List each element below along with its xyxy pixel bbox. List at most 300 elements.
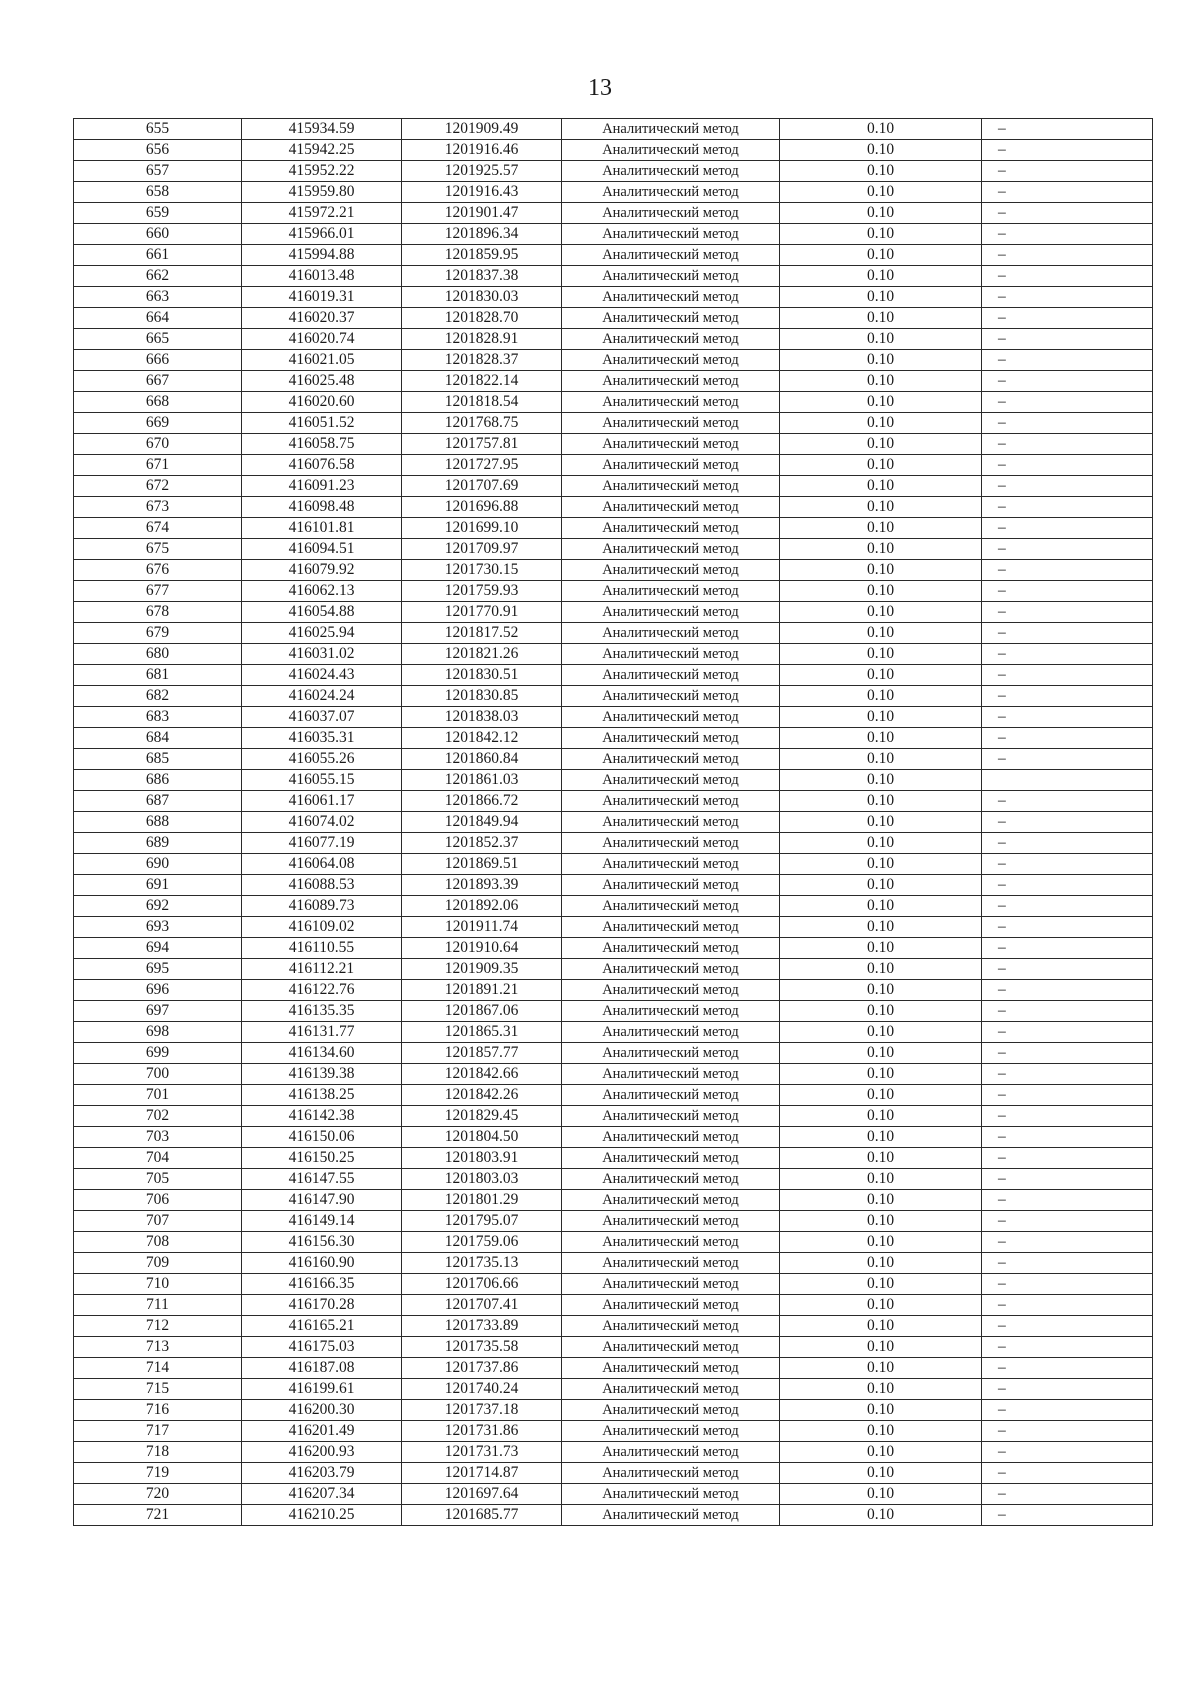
accuracy-cell: 0.10 — [780, 1505, 982, 1526]
y-coordinate-cell: 1201707.41 — [402, 1295, 562, 1316]
note-cell: – — [982, 875, 1153, 896]
y-coordinate-cell: 1201916.46 — [402, 140, 562, 161]
method-cell: Аналитический метод — [562, 770, 780, 791]
point-number-cell: 658 — [74, 182, 242, 203]
method-cell: Аналитический метод — [562, 287, 780, 308]
note-cell: – — [982, 518, 1153, 539]
point-number-cell: 720 — [74, 1484, 242, 1505]
method-cell: Аналитический метод — [562, 392, 780, 413]
accuracy-cell: 0.10 — [780, 602, 982, 623]
x-coordinate-cell: 416156.30 — [242, 1232, 402, 1253]
x-coordinate-cell: 416149.14 — [242, 1211, 402, 1232]
table-row — [74, 1316, 1153, 1337]
x-coordinate-cell: 416170.28 — [242, 1295, 402, 1316]
x-coordinate-cell: 416165.21 — [242, 1316, 402, 1337]
point-number-cell: 696 — [74, 980, 242, 1001]
accuracy-cell: 0.10 — [780, 770, 982, 791]
note-cell — [982, 770, 1153, 791]
x-coordinate-cell: 416110.55 — [242, 938, 402, 959]
y-coordinate-cell: 1201759.06 — [402, 1232, 562, 1253]
point-number-cell: 678 — [74, 602, 242, 623]
note-cell: – — [982, 728, 1153, 749]
point-number-cell: 708 — [74, 1232, 242, 1253]
y-coordinate-cell: 1201892.06 — [402, 896, 562, 917]
method-cell: Аналитический метод — [562, 728, 780, 749]
note-cell: – — [982, 539, 1153, 560]
table-row — [74, 1211, 1153, 1232]
y-coordinate-cell: 1201842.66 — [402, 1064, 562, 1085]
coordinates-table — [73, 118, 1153, 1526]
method-cell: Аналитический метод — [562, 434, 780, 455]
x-coordinate-cell: 416201.49 — [242, 1421, 402, 1442]
x-coordinate-cell: 416031.02 — [242, 644, 402, 665]
table-row — [74, 1232, 1153, 1253]
note-cell: – — [982, 1064, 1153, 1085]
method-cell: Аналитический метод — [562, 749, 780, 770]
point-number-cell: 694 — [74, 938, 242, 959]
point-number-cell: 667 — [74, 371, 242, 392]
y-coordinate-cell: 1201714.87 — [402, 1463, 562, 1484]
table-row — [74, 455, 1153, 476]
accuracy-cell: 0.10 — [780, 476, 982, 497]
method-cell: Аналитический метод — [562, 1127, 780, 1148]
point-number-cell: 718 — [74, 1442, 242, 1463]
table-row — [74, 1505, 1153, 1526]
x-coordinate-cell: 416134.60 — [242, 1043, 402, 1064]
table-row — [74, 350, 1153, 371]
y-coordinate-cell: 1201830.85 — [402, 686, 562, 707]
note-cell: – — [982, 413, 1153, 434]
page-number: 13 — [588, 75, 612, 101]
method-cell: Аналитический метод — [562, 1211, 780, 1232]
note-cell: – — [982, 476, 1153, 497]
y-coordinate-cell: 1201861.03 — [402, 770, 562, 791]
note-cell: – — [982, 308, 1153, 329]
y-coordinate-cell: 1201817.52 — [402, 623, 562, 644]
method-cell: Аналитический метод — [562, 518, 780, 539]
method-cell: Аналитический метод — [562, 1106, 780, 1127]
x-coordinate-cell: 416020.60 — [242, 392, 402, 413]
y-coordinate-cell: 1201909.49 — [402, 119, 562, 140]
accuracy-cell: 0.10 — [780, 1337, 982, 1358]
note-cell: – — [982, 371, 1153, 392]
accuracy-cell: 0.10 — [780, 1316, 982, 1337]
point-number-cell: 682 — [74, 686, 242, 707]
y-coordinate-cell: 1201910.64 — [402, 938, 562, 959]
accuracy-cell: 0.10 — [780, 371, 982, 392]
y-coordinate-cell: 1201821.26 — [402, 644, 562, 665]
x-coordinate-cell: 416079.92 — [242, 560, 402, 581]
point-number-cell: 660 — [74, 224, 242, 245]
x-coordinate-cell: 416061.17 — [242, 791, 402, 812]
accuracy-cell: 0.10 — [780, 1127, 982, 1148]
x-coordinate-cell: 416074.02 — [242, 812, 402, 833]
point-number-cell: 693 — [74, 917, 242, 938]
y-coordinate-cell: 1201830.03 — [402, 287, 562, 308]
x-coordinate-cell: 416064.08 — [242, 854, 402, 875]
x-coordinate-cell: 416051.52 — [242, 413, 402, 434]
method-cell: Аналитический метод — [562, 1337, 780, 1358]
note-cell: – — [982, 1190, 1153, 1211]
y-coordinate-cell: 1201869.51 — [402, 854, 562, 875]
accuracy-cell: 0.10 — [780, 1085, 982, 1106]
table-row — [74, 1001, 1153, 1022]
method-cell: Аналитический метод — [562, 665, 780, 686]
x-coordinate-cell: 416112.21 — [242, 959, 402, 980]
point-number-cell: 699 — [74, 1043, 242, 1064]
x-coordinate-cell: 415994.88 — [242, 245, 402, 266]
accuracy-cell: 0.10 — [780, 938, 982, 959]
note-cell: – — [982, 665, 1153, 686]
x-coordinate-cell: 416013.48 — [242, 266, 402, 287]
table-row — [74, 686, 1153, 707]
method-cell: Аналитический метод — [562, 1463, 780, 1484]
x-coordinate-cell: 416035.31 — [242, 728, 402, 749]
method-cell: Аналитический метод — [562, 1316, 780, 1337]
x-coordinate-cell: 416131.77 — [242, 1022, 402, 1043]
table-row — [74, 287, 1153, 308]
table-row — [74, 224, 1153, 245]
point-number-cell: 679 — [74, 623, 242, 644]
x-coordinate-cell: 416091.23 — [242, 476, 402, 497]
note-cell: – — [982, 1337, 1153, 1358]
method-cell: Аналитический метод — [562, 896, 780, 917]
accuracy-cell: 0.10 — [780, 1211, 982, 1232]
table-row — [74, 329, 1153, 350]
table-row — [74, 749, 1153, 770]
table-row — [74, 1442, 1153, 1463]
table-row — [74, 308, 1153, 329]
method-cell: Аналитический метод — [562, 1421, 780, 1442]
accuracy-cell: 0.10 — [780, 119, 982, 140]
y-coordinate-cell: 1201737.86 — [402, 1358, 562, 1379]
x-coordinate-cell: 416122.76 — [242, 980, 402, 1001]
x-coordinate-cell: 416062.13 — [242, 581, 402, 602]
x-coordinate-cell: 416037.07 — [242, 707, 402, 728]
method-cell: Аналитический метод — [562, 161, 780, 182]
accuracy-cell: 0.10 — [780, 350, 982, 371]
x-coordinate-cell: 416200.30 — [242, 1400, 402, 1421]
point-number-cell: 703 — [74, 1127, 242, 1148]
table-row — [74, 539, 1153, 560]
note-cell: – — [982, 1169, 1153, 1190]
table-row — [74, 644, 1153, 665]
x-coordinate-cell: 416076.58 — [242, 455, 402, 476]
note-cell: – — [982, 1421, 1153, 1442]
table-row — [74, 1022, 1153, 1043]
method-cell: Аналитический метод — [562, 476, 780, 497]
accuracy-cell: 0.10 — [780, 1295, 982, 1316]
x-coordinate-cell: 416187.08 — [242, 1358, 402, 1379]
method-cell: Аналитический метод — [562, 833, 780, 854]
x-coordinate-cell: 415959.80 — [242, 182, 402, 203]
x-coordinate-cell: 416055.26 — [242, 749, 402, 770]
note-cell: – — [982, 707, 1153, 728]
table-row — [74, 1148, 1153, 1169]
y-coordinate-cell: 1201759.93 — [402, 581, 562, 602]
point-number-cell: 713 — [74, 1337, 242, 1358]
point-number-cell: 715 — [74, 1379, 242, 1400]
note-cell: – — [982, 497, 1153, 518]
note-cell: – — [982, 644, 1153, 665]
accuracy-cell: 0.10 — [780, 413, 982, 434]
accuracy-cell: 0.10 — [780, 1232, 982, 1253]
x-coordinate-cell: 416019.31 — [242, 287, 402, 308]
point-number-cell: 714 — [74, 1358, 242, 1379]
accuracy-cell: 0.10 — [780, 791, 982, 812]
accuracy-cell: 0.10 — [780, 1421, 982, 1442]
method-cell: Аналитический метод — [562, 1379, 780, 1400]
table-row — [74, 1190, 1153, 1211]
y-coordinate-cell: 1201757.81 — [402, 434, 562, 455]
point-number-cell: 717 — [74, 1421, 242, 1442]
method-cell: Аналитический метод — [562, 791, 780, 812]
note-cell: – — [982, 854, 1153, 875]
point-number-cell: 672 — [74, 476, 242, 497]
point-number-cell: 684 — [74, 728, 242, 749]
table-row — [74, 980, 1153, 1001]
table-row — [74, 1274, 1153, 1295]
note-cell: – — [982, 1022, 1153, 1043]
x-coordinate-cell: 416138.25 — [242, 1085, 402, 1106]
y-coordinate-cell: 1201731.73 — [402, 1442, 562, 1463]
point-number-cell: 673 — [74, 497, 242, 518]
point-number-cell: 706 — [74, 1190, 242, 1211]
y-coordinate-cell: 1201859.95 — [402, 245, 562, 266]
table-row — [74, 623, 1153, 644]
accuracy-cell: 0.10 — [780, 497, 982, 518]
accuracy-cell: 0.10 — [780, 518, 982, 539]
accuracy-cell: 0.10 — [780, 1169, 982, 1190]
y-coordinate-cell: 1201697.64 — [402, 1484, 562, 1505]
note-cell: – — [982, 1001, 1153, 1022]
table-row — [74, 1295, 1153, 1316]
y-coordinate-cell: 1201830.51 — [402, 665, 562, 686]
table-row — [74, 812, 1153, 833]
table-row — [74, 854, 1153, 875]
x-coordinate-cell: 416139.38 — [242, 1064, 402, 1085]
accuracy-cell: 0.10 — [780, 224, 982, 245]
point-number-cell: 659 — [74, 203, 242, 224]
point-number-cell: 666 — [74, 350, 242, 371]
table-row — [74, 560, 1153, 581]
accuracy-cell: 0.10 — [780, 1253, 982, 1274]
note-cell: – — [982, 917, 1153, 938]
accuracy-cell: 0.10 — [780, 812, 982, 833]
x-coordinate-cell: 416203.79 — [242, 1463, 402, 1484]
x-coordinate-cell: 416101.81 — [242, 518, 402, 539]
accuracy-cell: 0.10 — [780, 1442, 982, 1463]
table-row — [74, 392, 1153, 413]
table-row — [74, 1085, 1153, 1106]
y-coordinate-cell: 1201828.70 — [402, 308, 562, 329]
accuracy-cell: 0.10 — [780, 287, 982, 308]
y-coordinate-cell: 1201795.07 — [402, 1211, 562, 1232]
y-coordinate-cell: 1201860.84 — [402, 749, 562, 770]
point-number-cell: 691 — [74, 875, 242, 896]
note-cell: – — [982, 1253, 1153, 1274]
table-row — [74, 1064, 1153, 1085]
method-cell: Аналитический метод — [562, 938, 780, 959]
note-cell: – — [982, 560, 1153, 581]
y-coordinate-cell: 1201685.77 — [402, 1505, 562, 1526]
note-cell: – — [982, 980, 1153, 1001]
point-number-cell: 707 — [74, 1211, 242, 1232]
accuracy-cell: 0.10 — [780, 686, 982, 707]
accuracy-cell: 0.10 — [780, 623, 982, 644]
table-row — [74, 161, 1153, 182]
y-coordinate-cell: 1201735.13 — [402, 1253, 562, 1274]
x-coordinate-cell: 416024.43 — [242, 665, 402, 686]
y-coordinate-cell: 1201909.35 — [402, 959, 562, 980]
method-cell: Аналитический метод — [562, 119, 780, 140]
note-cell: – — [982, 959, 1153, 980]
y-coordinate-cell: 1201699.10 — [402, 518, 562, 539]
method-cell: Аналитический метод — [562, 203, 780, 224]
method-cell: Аналитический метод — [562, 1253, 780, 1274]
y-coordinate-cell: 1201707.69 — [402, 476, 562, 497]
point-number-cell: 716 — [74, 1400, 242, 1421]
point-number-cell: 710 — [74, 1274, 242, 1295]
method-cell: Аналитический метод — [562, 1358, 780, 1379]
accuracy-cell: 0.10 — [780, 1106, 982, 1127]
accuracy-cell: 0.10 — [780, 896, 982, 917]
point-number-cell: 705 — [74, 1169, 242, 1190]
point-number-cell: 702 — [74, 1106, 242, 1127]
table-row — [74, 476, 1153, 497]
x-coordinate-cell: 416207.34 — [242, 1484, 402, 1505]
accuracy-cell: 0.10 — [780, 560, 982, 581]
accuracy-cell: 0.10 — [780, 1022, 982, 1043]
x-coordinate-cell: 416147.90 — [242, 1190, 402, 1211]
method-cell: Аналитический метод — [562, 602, 780, 623]
table-row — [74, 833, 1153, 854]
table-row — [74, 140, 1153, 161]
y-coordinate-cell: 1201857.77 — [402, 1043, 562, 1064]
y-coordinate-cell: 1201829.45 — [402, 1106, 562, 1127]
note-cell: – — [982, 1106, 1153, 1127]
x-coordinate-cell: 416166.35 — [242, 1274, 402, 1295]
point-number-cell: 686 — [74, 770, 242, 791]
x-coordinate-cell: 415972.21 — [242, 203, 402, 224]
point-number-cell: 681 — [74, 665, 242, 686]
note-cell: – — [982, 1211, 1153, 1232]
accuracy-cell: 0.10 — [780, 1274, 982, 1295]
table-row — [74, 1463, 1153, 1484]
accuracy-cell: 0.10 — [780, 245, 982, 266]
note-cell: – — [982, 1148, 1153, 1169]
y-coordinate-cell: 1201801.29 — [402, 1190, 562, 1211]
accuracy-cell: 0.10 — [780, 1400, 982, 1421]
point-number-cell: 719 — [74, 1463, 242, 1484]
note-cell: – — [982, 896, 1153, 917]
point-number-cell: 674 — [74, 518, 242, 539]
x-coordinate-cell: 416109.02 — [242, 917, 402, 938]
point-number-cell: 709 — [74, 1253, 242, 1274]
table-row — [74, 245, 1153, 266]
note-cell: – — [982, 1127, 1153, 1148]
note-cell: – — [982, 119, 1153, 140]
table-row — [74, 728, 1153, 749]
note-cell: – — [982, 266, 1153, 287]
note-cell: – — [982, 329, 1153, 350]
y-coordinate-cell: 1201731.86 — [402, 1421, 562, 1442]
table-row — [74, 602, 1153, 623]
x-coordinate-cell: 416160.90 — [242, 1253, 402, 1274]
point-number-cell: 721 — [74, 1505, 242, 1526]
method-cell: Аналитический метод — [562, 224, 780, 245]
table-row — [74, 119, 1153, 140]
method-cell: Аналитический метод — [562, 623, 780, 644]
point-number-cell: 687 — [74, 791, 242, 812]
note-cell: – — [982, 224, 1153, 245]
point-number-cell: 657 — [74, 161, 242, 182]
y-coordinate-cell: 1201803.03 — [402, 1169, 562, 1190]
x-coordinate-cell: 416021.05 — [242, 350, 402, 371]
point-number-cell: 668 — [74, 392, 242, 413]
point-number-cell: 688 — [74, 812, 242, 833]
note-cell: – — [982, 1274, 1153, 1295]
y-coordinate-cell: 1201891.21 — [402, 980, 562, 1001]
method-cell: Аналитический метод — [562, 1295, 780, 1316]
method-cell: Аналитический метод — [562, 245, 780, 266]
method-cell: Аналитический метод — [562, 308, 780, 329]
x-coordinate-cell: 416054.88 — [242, 602, 402, 623]
method-cell: Аналитический метод — [562, 1400, 780, 1421]
method-cell: Аналитический метод — [562, 1148, 780, 1169]
table-row — [74, 959, 1153, 980]
table-row — [74, 917, 1153, 938]
y-coordinate-cell: 1201828.37 — [402, 350, 562, 371]
method-cell: Аналитический метод — [562, 1169, 780, 1190]
x-coordinate-cell: 416024.24 — [242, 686, 402, 707]
note-cell: – — [982, 1358, 1153, 1379]
method-cell: Аналитический метод — [562, 1484, 780, 1505]
x-coordinate-cell: 416150.06 — [242, 1127, 402, 1148]
note-cell: – — [982, 1400, 1153, 1421]
y-coordinate-cell: 1201737.18 — [402, 1400, 562, 1421]
accuracy-cell: 0.10 — [780, 1484, 982, 1505]
table-row — [74, 1127, 1153, 1148]
point-number-cell: 655 — [74, 119, 242, 140]
y-coordinate-cell: 1201740.24 — [402, 1379, 562, 1400]
x-coordinate-cell: 416058.75 — [242, 434, 402, 455]
method-cell: Аналитический метод — [562, 812, 780, 833]
y-coordinate-cell: 1201842.12 — [402, 728, 562, 749]
method-cell: Аналитический метод — [562, 1043, 780, 1064]
y-coordinate-cell: 1201706.66 — [402, 1274, 562, 1295]
method-cell: Аналитический метод — [562, 959, 780, 980]
point-number-cell: 689 — [74, 833, 242, 854]
x-coordinate-cell: 416025.94 — [242, 623, 402, 644]
x-coordinate-cell: 416135.35 — [242, 1001, 402, 1022]
y-coordinate-cell: 1201828.91 — [402, 329, 562, 350]
point-number-cell: 697 — [74, 1001, 242, 1022]
x-coordinate-cell: 416098.48 — [242, 497, 402, 518]
accuracy-cell: 0.10 — [780, 728, 982, 749]
table-row — [74, 1253, 1153, 1274]
method-cell: Аналитический метод — [562, 560, 780, 581]
table-row — [74, 1169, 1153, 1190]
note-cell: – — [982, 287, 1153, 308]
point-number-cell: 677 — [74, 581, 242, 602]
accuracy-cell: 0.10 — [780, 854, 982, 875]
y-coordinate-cell: 1201852.37 — [402, 833, 562, 854]
accuracy-cell: 0.10 — [780, 1043, 982, 1064]
method-cell: Аналитический метод — [562, 854, 780, 875]
table-row — [74, 182, 1153, 203]
note-cell: – — [982, 140, 1153, 161]
